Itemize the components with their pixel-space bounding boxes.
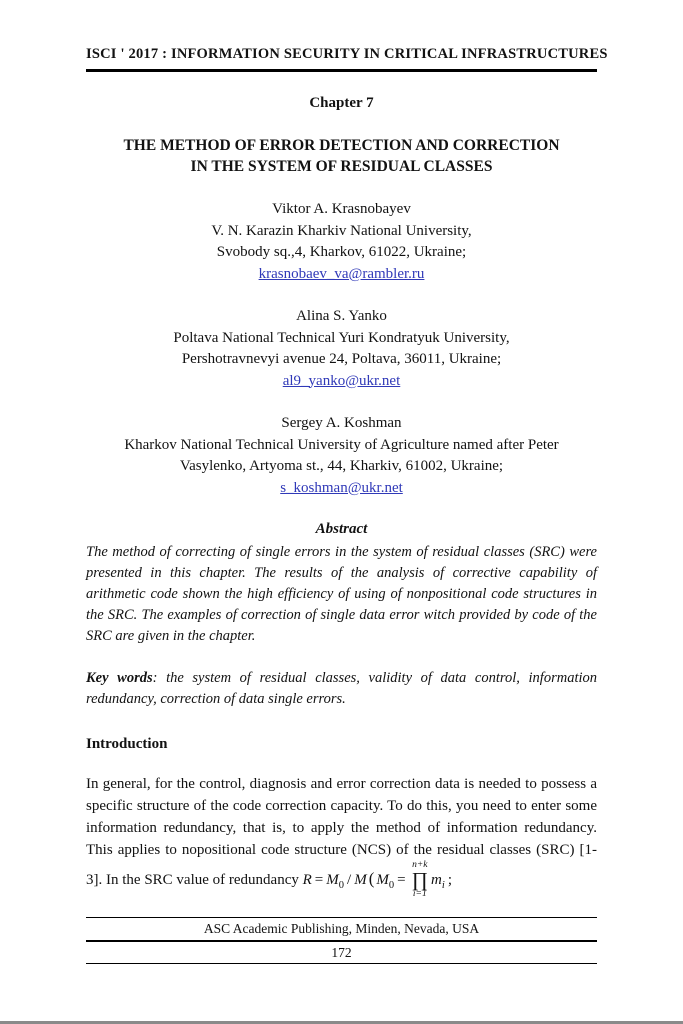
author-affiliation-line: Vasylenko, Artyoma st., 44, Kharkiv, 61002, Ukraine; bbox=[179, 458, 504, 474]
author-affiliation-line: Pershotravnevyi avenue 24, Poltava, 36011, Ukraine; bbox=[181, 351, 502, 367]
abstract-heading: Abstract bbox=[315, 521, 368, 537]
running-header-text: ISCI ' 2017 : INFORMATION SECURITY IN CRITICAL INFRASTRUCTURES bbox=[86, 46, 608, 62]
publisher-line: ASC Academic Publishing, Minden, Nevada, USA bbox=[203, 921, 480, 936]
open-paren: ( bbox=[368, 868, 375, 888]
var-M0: M bbox=[326, 871, 339, 888]
email-link[interactable]: krasnobaev_va@rambler.ru bbox=[258, 265, 425, 282]
inline-formula bbox=[302, 860, 455, 899]
author-block-3 bbox=[86, 413, 597, 499]
product-lower-limit: i=1 bbox=[412, 888, 427, 899]
keywords-text: : the system of residual classes, validity of data control, information redundancy, correction of data single errors. bbox=[86, 670, 597, 707]
slash: / bbox=[347, 871, 352, 888]
author-block-2 bbox=[86, 306, 597, 392]
var-m: m bbox=[431, 871, 442, 888]
keywords-label: Key words bbox=[86, 670, 153, 686]
body-paragraph bbox=[86, 773, 597, 900]
author-email-row bbox=[86, 264, 597, 286]
email-link[interactable]: al9_yanko@ukr.net bbox=[282, 372, 401, 389]
chapter-title-line-2: IN THE SYSTEM OF RESIDUAL CLASSES bbox=[190, 158, 493, 175]
header-rule bbox=[86, 69, 597, 72]
product-upper-limit: n+k bbox=[412, 860, 428, 870]
body-paragraph-text: In general, for the control, diagnosis and error correction data is needed to possess a specific structure of the code correction capacity. To do this, you need to enter some information redundancy, that is, to apply the method of information redundancy. This applies to nopositional code structure (NCS) of the residual classes (SRC) [1-3]. In the SRC value of redundancy bbox=[86, 776, 597, 888]
semicolon: ; bbox=[447, 871, 452, 888]
chapter-title-line-1: THE METHOD OF ERROR DETECTION AND CORRECTION bbox=[123, 137, 560, 154]
chapter-label: Chapter 7 bbox=[309, 95, 374, 111]
author-affiliation-line: V. N. Karazin Kharkiv National University, bbox=[211, 222, 472, 239]
var-R: R bbox=[302, 871, 312, 888]
subscript-zero: 0 bbox=[388, 879, 395, 891]
author-block-1 bbox=[86, 199, 597, 285]
keywords bbox=[86, 668, 597, 710]
product-operator bbox=[412, 861, 428, 900]
author-name: Viktor A. Krasnobayev bbox=[272, 201, 411, 217]
equals-sign: = bbox=[397, 871, 406, 888]
author-affiliation-line: Poltava National Technical Yuri Kondratyuk University, bbox=[173, 329, 510, 346]
equals-sign: = bbox=[314, 871, 324, 888]
subscript-zero: 0 bbox=[338, 879, 345, 891]
author-email-row bbox=[86, 478, 597, 500]
author-name: Alina S. Yanko bbox=[296, 308, 387, 324]
running-header bbox=[86, 46, 608, 63]
author-affiliation-line: Svobody sq.,4, Kharkov, 61022, Ukraine; bbox=[216, 244, 467, 260]
var-M: M bbox=[354, 871, 367, 888]
author-email-row bbox=[86, 371, 597, 393]
author-name: Sergey A. Koshman bbox=[281, 415, 402, 431]
subscript-i: i bbox=[441, 879, 445, 891]
author-affiliation-line: Kharkov National Technical University of Agriculture named after Peter bbox=[124, 436, 559, 453]
footer-rule-bottom bbox=[86, 963, 597, 964]
product-symbol: ∏ bbox=[411, 868, 429, 891]
page-footer bbox=[86, 917, 597, 964]
email-link[interactable]: s_koshman@ukr.net bbox=[280, 479, 403, 496]
page-number: 172 bbox=[331, 945, 352, 960]
chapter-title bbox=[86, 135, 597, 177]
abstract-text: The method of correcting of single errors in the system of residual classes (SRC) were presented in this chapter. The results of the analysis of corrective capability of arithmetic code shown the high efficiency of using of nonpositional code structures in the SRC. The examples of correction of single data error witch provided by code of the SRC are given in the chapter. bbox=[86, 544, 597, 644]
var-M0: M bbox=[376, 871, 389, 888]
section-heading-introduction: Introduction bbox=[86, 736, 168, 752]
